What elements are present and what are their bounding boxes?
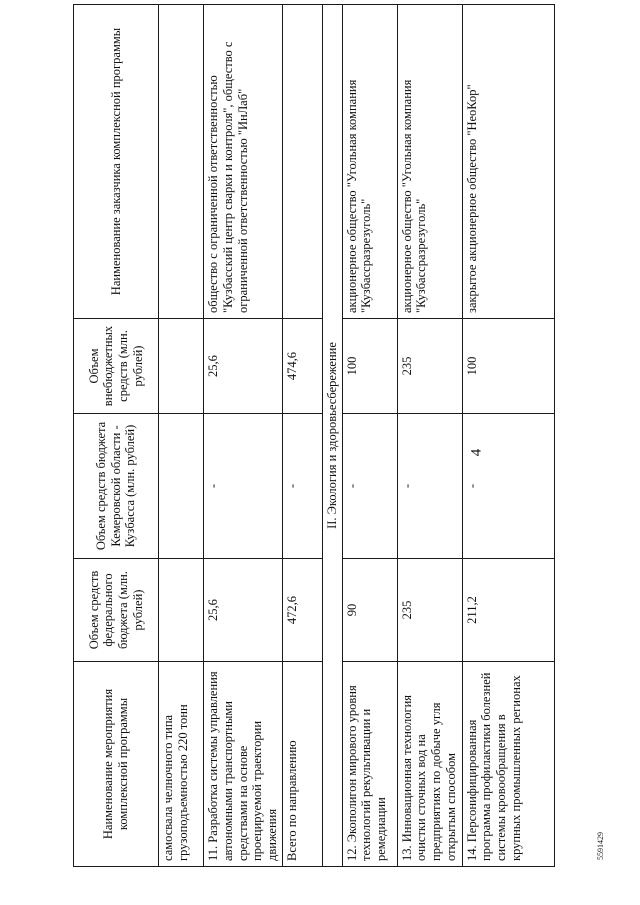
cell-name: 13. Инновационная технология очистки сточных вод на предприятиях по добыче угля открытым способом — [397, 662, 462, 867]
table-header-row — [74, 5, 159, 867]
header-name: Наименование мероприятия комплексной программы — [74, 662, 159, 867]
cell-extra: 100 — [342, 319, 397, 414]
cell-extra: 474,6 — [282, 319, 322, 414]
program-table — [73, 4, 555, 867]
cell-regional: - — [282, 414, 322, 559]
cell-name: самосвала челночного типа грузоподъемностью 220 тонн — [159, 662, 204, 867]
table-row — [282, 5, 322, 867]
table-row — [342, 5, 397, 867]
cell-name: Всего по направлению — [282, 662, 322, 867]
cell-customer: акционерное общество "Угольная компания "Кузбассразрезуголь" — [342, 5, 397, 319]
cell-federal: 235 — [397, 559, 462, 662]
section-row — [322, 5, 342, 867]
cell-customer: общество с ограниченной ответственностью "Кузбасский центр сварки и контроля", общество с ограниченной ответственностью "ИнЛаб" — [204, 5, 283, 319]
cell-extra: 25,6 — [204, 319, 283, 414]
cell-extra — [159, 319, 204, 414]
header-federal: Объем средств федерального бюджета (млн. рублей) — [74, 559, 159, 662]
header-extra: Объем внебюджетных средств (млн. рублей) — [74, 319, 159, 414]
cell-federal: 90 — [342, 559, 397, 662]
cell-name: 14. Персонифицированная программа профилактики болезней системы кровообращения в крупных промышленных регионах — [462, 662, 554, 867]
cell-customer: закрытое акционерное общество "НеоКор" — [462, 5, 554, 319]
page-number: 4 — [468, 448, 485, 457]
table-row — [397, 5, 462, 867]
cell-regional: - — [397, 414, 462, 559]
cell-customer: акционерное общество "Угольная компания "Кузбассразрезуголь" — [397, 5, 462, 319]
cell-regional: - — [342, 414, 397, 559]
table-row — [462, 5, 554, 867]
cell-customer — [159, 5, 204, 319]
cell-federal — [159, 559, 204, 662]
program-table-rotated — [73, 5, 523, 867]
cell-federal: 25,6 — [204, 559, 283, 662]
cell-federal: 472,6 — [282, 559, 322, 662]
cell-extra: 235 — [397, 319, 462, 414]
header-customer: Наименование заказчика комплексной программы — [74, 5, 159, 319]
cell-regional — [159, 414, 204, 559]
table-row — [159, 5, 204, 867]
section-title: II. Экология и здоровьесбережение — [322, 5, 342, 867]
cell-name: 12. Экополигон мирового уровня технологий рекультивации и ремедиации — [342, 662, 397, 867]
cell-extra: 100 — [462, 319, 554, 414]
table-row — [204, 5, 283, 867]
cell-federal: 211,2 — [462, 559, 554, 662]
cell-regional: - — [462, 414, 554, 559]
header-regional: Объем средств бюджета Кемеровской области - Кузбасса (млн. рублей) — [74, 414, 159, 559]
cell-regional: - — [204, 414, 283, 559]
cell-name: 11. Разработка системы управления автономными транспортными средствами на основе проецируемой траектории движения — [204, 662, 283, 867]
document-code: 5591429 — [596, 832, 605, 860]
cell-customer — [282, 5, 322, 319]
